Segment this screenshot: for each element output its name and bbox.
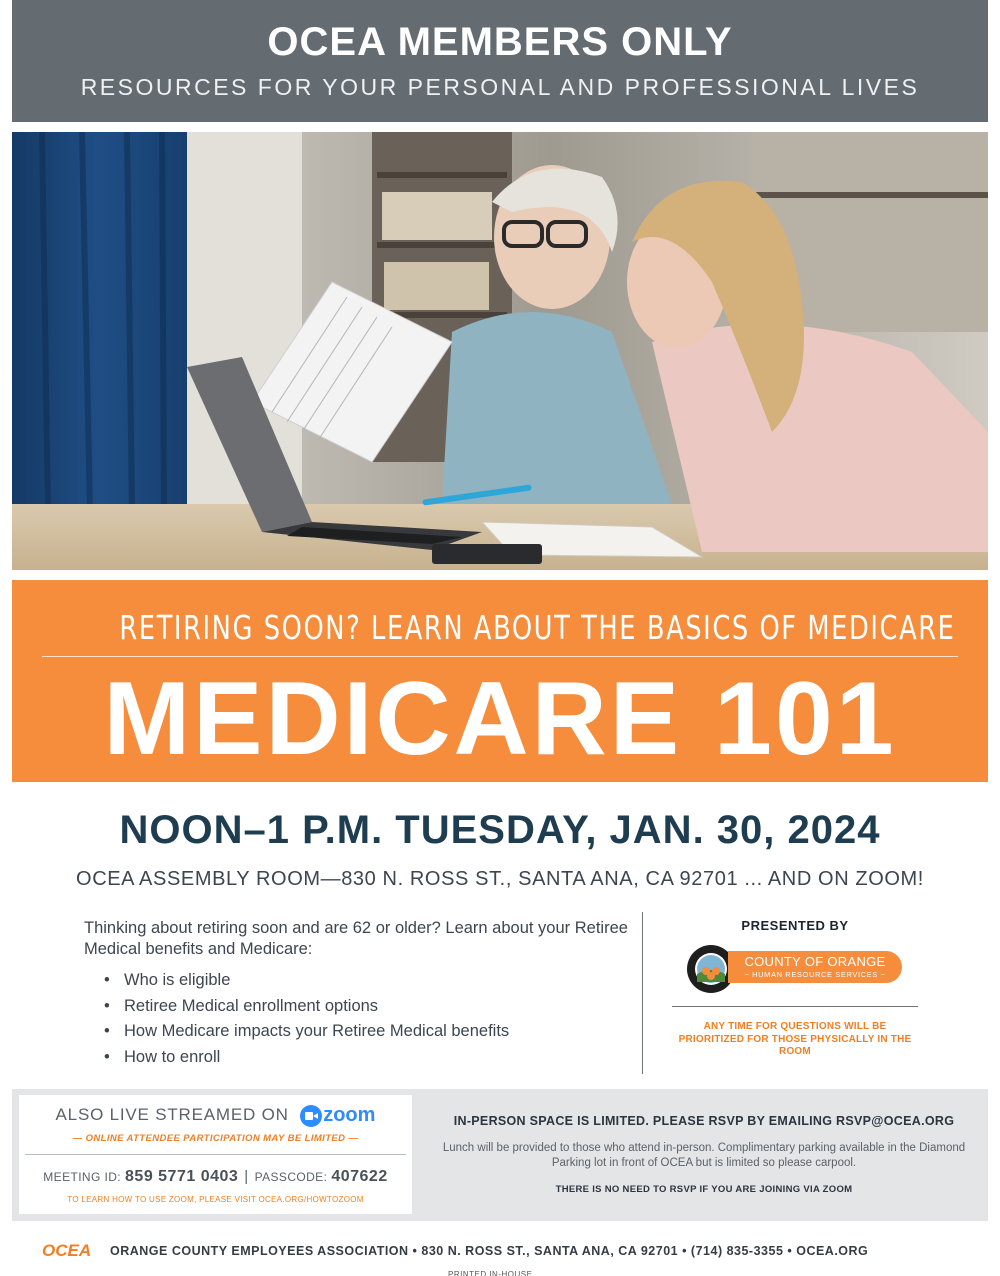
zoom-live-line xyxy=(19,1104,412,1127)
header-title: OCEA MEMBERS ONLY xyxy=(267,20,733,64)
bullet-icon: • xyxy=(104,1047,110,1066)
rsvp-zoom-note: THERE IS NO NEED TO RSVP IF YOU ARE JOINING VIA ZOOM xyxy=(555,1184,853,1195)
banner-divider xyxy=(42,656,958,657)
county-department: ~ HUMAN RESOURCE SERVICES ~ xyxy=(744,970,886,979)
banner-kicker: RETIRING SOON? LEARN ABOUT THE BASICS OF MEDICARE xyxy=(119,608,956,647)
zoom-divider xyxy=(25,1154,406,1155)
zoom-camera-icon xyxy=(300,1105,322,1127)
bullet-icon: • xyxy=(104,996,110,1015)
questions-note: ANY TIME FOR QUESTIONS WILL BE PRIORITIZED FOR THOSE PHYSICALLY IN THE ROOM xyxy=(678,1021,912,1057)
presented-by-label: PRESENTED BY xyxy=(741,918,849,933)
rsvp-heading[interactable]: IN-PERSON SPACE IS LIMITED. PLEASE RSVP BY EMAILING RSVP@OCEA.ORG xyxy=(453,1114,955,1128)
zoom-logo xyxy=(300,1104,375,1127)
printed-in-house-note: PRINTED IN-HOUSE xyxy=(448,1270,533,1276)
list-item: • Retiree Medical enrollment options xyxy=(104,994,509,1020)
column-divider xyxy=(642,912,643,1074)
bullet-icon: • xyxy=(104,971,110,989)
passcode[interactable]: 407622 xyxy=(331,1168,388,1185)
zoom-meeting-line xyxy=(19,1168,412,1186)
zoom-howto-link[interactable]: TO LEARN HOW TO USE ZOOM, PLEASE VISIT OCEA.ORG/HOWTOZOOM xyxy=(67,1195,364,1204)
event-location: OCEA ASSEMBLY ROOM—830 N. ROSS ST., SANTA ANA, CA 92701 ... AND ON ZOOM! xyxy=(76,868,924,890)
event-datetime: NOON–1 P.M. TUESDAY, JAN. 30, 2024 xyxy=(119,808,881,852)
meeting-id-label: MEETING ID: xyxy=(43,1170,122,1184)
zoom-limit-note: — ONLINE ATTENDEE PARTICIPATION MAY BE LIMITED — xyxy=(72,1133,359,1144)
topic-list xyxy=(104,968,509,1070)
list-item: • How Medicare impacts your Retiree Medical benefits xyxy=(104,1019,509,1045)
zoom-live-label: ALSO LIVE STREAMED ON xyxy=(55,1104,289,1124)
list-item: • Who is eligible xyxy=(104,968,509,994)
ocea-logo: OCEA xyxy=(42,1241,92,1260)
zoom-info-box xyxy=(19,1095,412,1214)
footer-contact-line: ORANGE COUNTY EMPLOYEES ASSOCIATION • 830 N. ROSS ST., SANTA ANA, CA 92701 • (714) 835-3355 • OCEA.ORG xyxy=(110,1244,869,1258)
list-item: • How to enroll xyxy=(104,1045,509,1071)
description-intro: Thinking about retiring soon and are 62 or older? Learn about your Retiree Medical benefits and Medicare: xyxy=(84,919,628,958)
banner-headline: MEDICARE 101 xyxy=(103,661,897,777)
title-banner xyxy=(12,580,988,782)
passcode-label: PASSCODE: xyxy=(254,1170,328,1184)
presenter-divider xyxy=(672,1006,918,1007)
county-name: COUNTY OF ORANGE xyxy=(744,954,886,969)
zoom-wordmark: zoom xyxy=(323,1104,376,1126)
county-org-badge xyxy=(728,951,902,983)
header-subtitle: RESOURCES FOR YOUR PERSONAL AND PROFESSIONAL LIVES xyxy=(80,74,920,100)
meeting-separator: | xyxy=(244,1168,249,1185)
rsvp-lunch-note: Lunch will be provided to those who attend in-person. Complimentary parking available in the Diamond Parking lot in front of OCEA but is limited so please carpool. xyxy=(442,1142,966,1169)
bullet-icon: • xyxy=(104,1022,110,1040)
meeting-id[interactable]: 859 5771 0403 xyxy=(125,1168,239,1185)
hero-photo-illustration xyxy=(12,132,988,570)
header-band xyxy=(12,0,988,122)
hero-photo xyxy=(12,132,988,570)
footer xyxy=(0,1242,1000,1262)
